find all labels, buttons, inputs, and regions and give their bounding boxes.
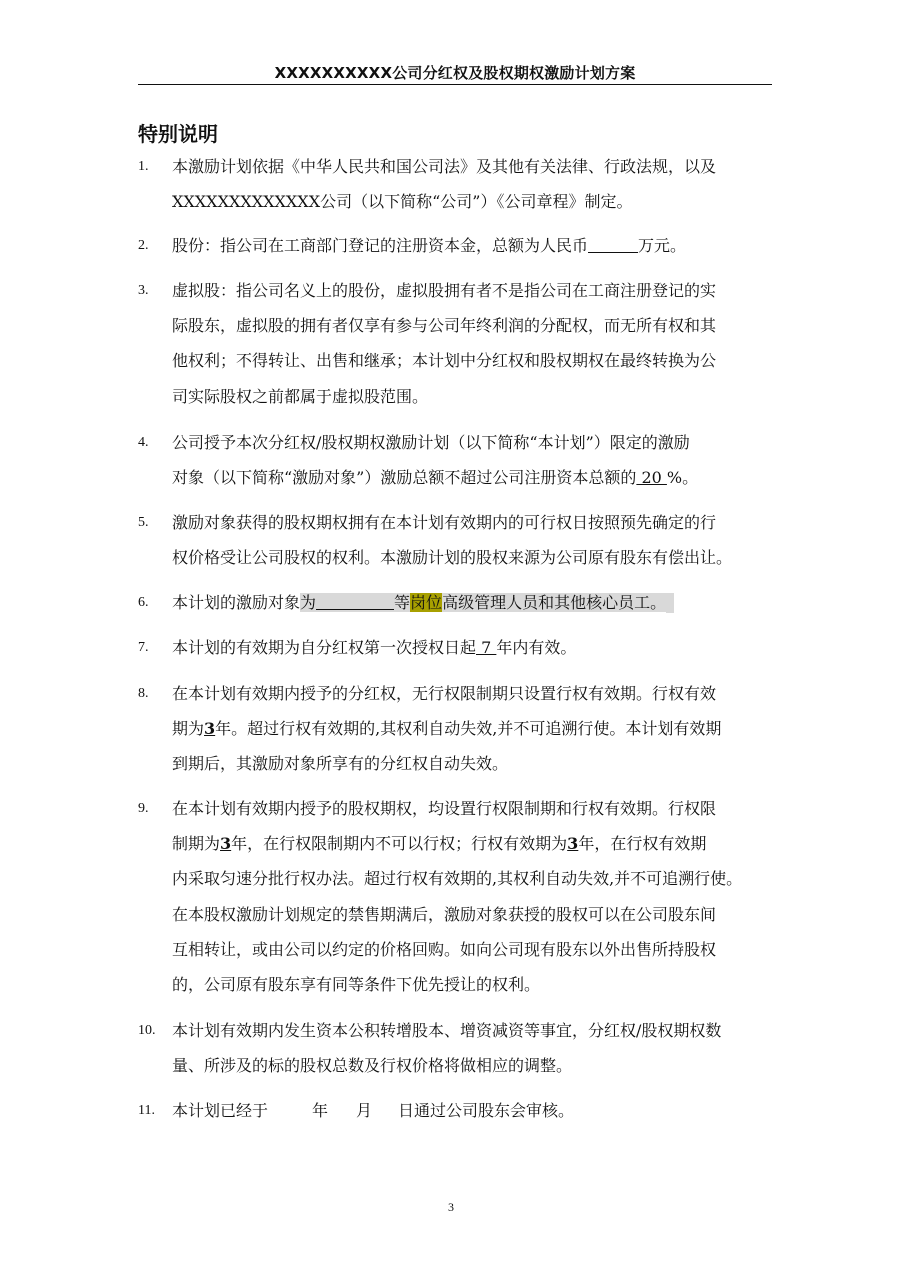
exercise-period-value: 3 xyxy=(567,834,579,853)
text-segment: 期为 xyxy=(172,719,205,738)
item-text: 在本计划有效期内授予的分红权，无行权限制期只设置行权有效期。行权有效 xyxy=(172,684,717,703)
item-text: 在本股权激励计划规定的禁售期满后，激励对象获授的股权可以在公司股东间 xyxy=(172,905,717,924)
item-number: 11. xyxy=(138,1103,155,1118)
month-label: 月 xyxy=(356,1101,373,1120)
blank-position xyxy=(316,593,394,610)
item-number: 3. xyxy=(138,283,149,298)
page-number: 3 xyxy=(448,1200,454,1214)
highlight-segment: 为 xyxy=(300,593,317,612)
highlight-segment: 高级管理人员和其他核心员工。 xyxy=(442,593,667,612)
item-text: 公司授予本次分红权/股权期权激励计划（以下简称“本计划”）限定的激励 xyxy=(172,433,690,452)
item-number: 8. xyxy=(138,686,149,701)
text-segment: 本计划的激励对象 xyxy=(172,593,301,612)
text-segment: 年，在行权有效期 xyxy=(578,834,707,853)
item-text: 本计划有效期内发生资本公积转增股本、增资减资等事宜，分红权/股权期权数 xyxy=(172,1021,722,1040)
item-text: 激励对象获得的股权期权拥有在本计划有效期内的可行权日按照预先确定的行 xyxy=(172,513,717,532)
highlight-segment: 等 xyxy=(394,593,411,612)
incentive-percent-value: 20 xyxy=(636,468,667,487)
item-text: 的，公司原有股东享有同等条件下优先授让的权利。 xyxy=(172,975,541,994)
text-segment: 本计划已经于 xyxy=(172,1101,269,1120)
item-number: 1. xyxy=(138,159,149,174)
text-segment: 年，在行权限制期内不可以行权；行权有效期为 xyxy=(231,834,568,853)
item-text: 权价格受让公司股权的权利。本激励计划的股权来源为公司原有股东有偿出让。 xyxy=(172,548,733,567)
section-title: 特别说明 xyxy=(138,122,218,146)
item-text: 本激励计划依据《中华人民共和国公司法》及其他有关法律、行政法规，以及 xyxy=(172,157,717,176)
text-segment: 制期为 xyxy=(172,834,221,853)
text-segment: %。 xyxy=(666,468,699,487)
item-text: 司实际股权之前都属于虚拟股范围。 xyxy=(172,387,429,406)
item-text xyxy=(172,468,698,488)
item-text xyxy=(172,593,674,613)
item-text xyxy=(172,638,576,658)
item-text: 际股东，虚拟股的拥有者仅享有参与公司年终利润的分配权，而无所有权和其 xyxy=(172,316,717,335)
item-text: 内采取匀速分批行权办法。超过行权有效期的,其权利自动失效,并不可追溯行使。 xyxy=(172,869,743,888)
text-segment: 年内有效。 xyxy=(496,638,577,657)
year-label: 年 xyxy=(312,1101,329,1120)
highlight-segment: 岗位 xyxy=(410,593,443,612)
item-number: 6. xyxy=(138,595,149,610)
item-text: 他权利；不得转让、出售和继承；本计划中分红权和股权期权在最终转换为公 xyxy=(172,351,717,370)
item-text xyxy=(172,236,686,256)
item-text: 互相转让，或由公司以约定的价格回购。如向公司现有股东以外出售所持股权 xyxy=(172,940,717,959)
item-number: 7. xyxy=(138,640,149,655)
exercise-period-value: 3 xyxy=(204,719,216,738)
item-text: XXXXXXXXXXXXX公司（以下简称“公司”）《公司章程》制定。 xyxy=(172,192,633,211)
text-segment: 日通过公司股东会审核。 xyxy=(398,1101,575,1120)
item-text xyxy=(172,719,721,739)
validity-years-value: 7 xyxy=(476,638,497,657)
header-rule xyxy=(138,84,772,85)
item-number: 9. xyxy=(138,801,149,816)
item-number: 5. xyxy=(138,515,149,530)
item-text xyxy=(172,1101,574,1121)
restriction-period-value: 3 xyxy=(220,834,232,853)
item-text: 量、所涉及的标的股权总数及行权价格将做相应的调整。 xyxy=(172,1056,573,1075)
item-number: 2. xyxy=(138,238,149,253)
text-segment: 股份：指公司在工商部门登记的注册资本金，总额为人民币 xyxy=(172,236,589,255)
item-text: 在本计划有效期内授予的股权期权，均设置行权限制期和行权有效期。行权限 xyxy=(172,799,717,818)
item-text xyxy=(172,834,706,854)
text-segment: 本计划的有效期为自分红权第一次授权日起 xyxy=(172,638,477,657)
text-segment: 对象（以下简称“激励对象”）激励总额不超过公司注册资本总额的 xyxy=(172,468,637,487)
item-text: 虚拟股：指公司名义上的股份，虚拟股拥有者不是指公司在工商注册登记的实 xyxy=(172,281,717,300)
item-text: 到期后，其激励对象所享有的分红权自动失效。 xyxy=(172,754,509,773)
text-segment: 年。超过行权有效期的,其权利自动失效,并不可追溯行使。本计划有效期 xyxy=(215,719,722,738)
text-segment: 万元。 xyxy=(638,236,687,255)
document-header-title: XXXXXXXXXX公司分红权及股权期权激励计划方案 xyxy=(274,64,636,82)
item-number: 10. xyxy=(138,1023,156,1038)
item-number: 4. xyxy=(138,435,149,450)
blank-amount xyxy=(588,236,638,253)
